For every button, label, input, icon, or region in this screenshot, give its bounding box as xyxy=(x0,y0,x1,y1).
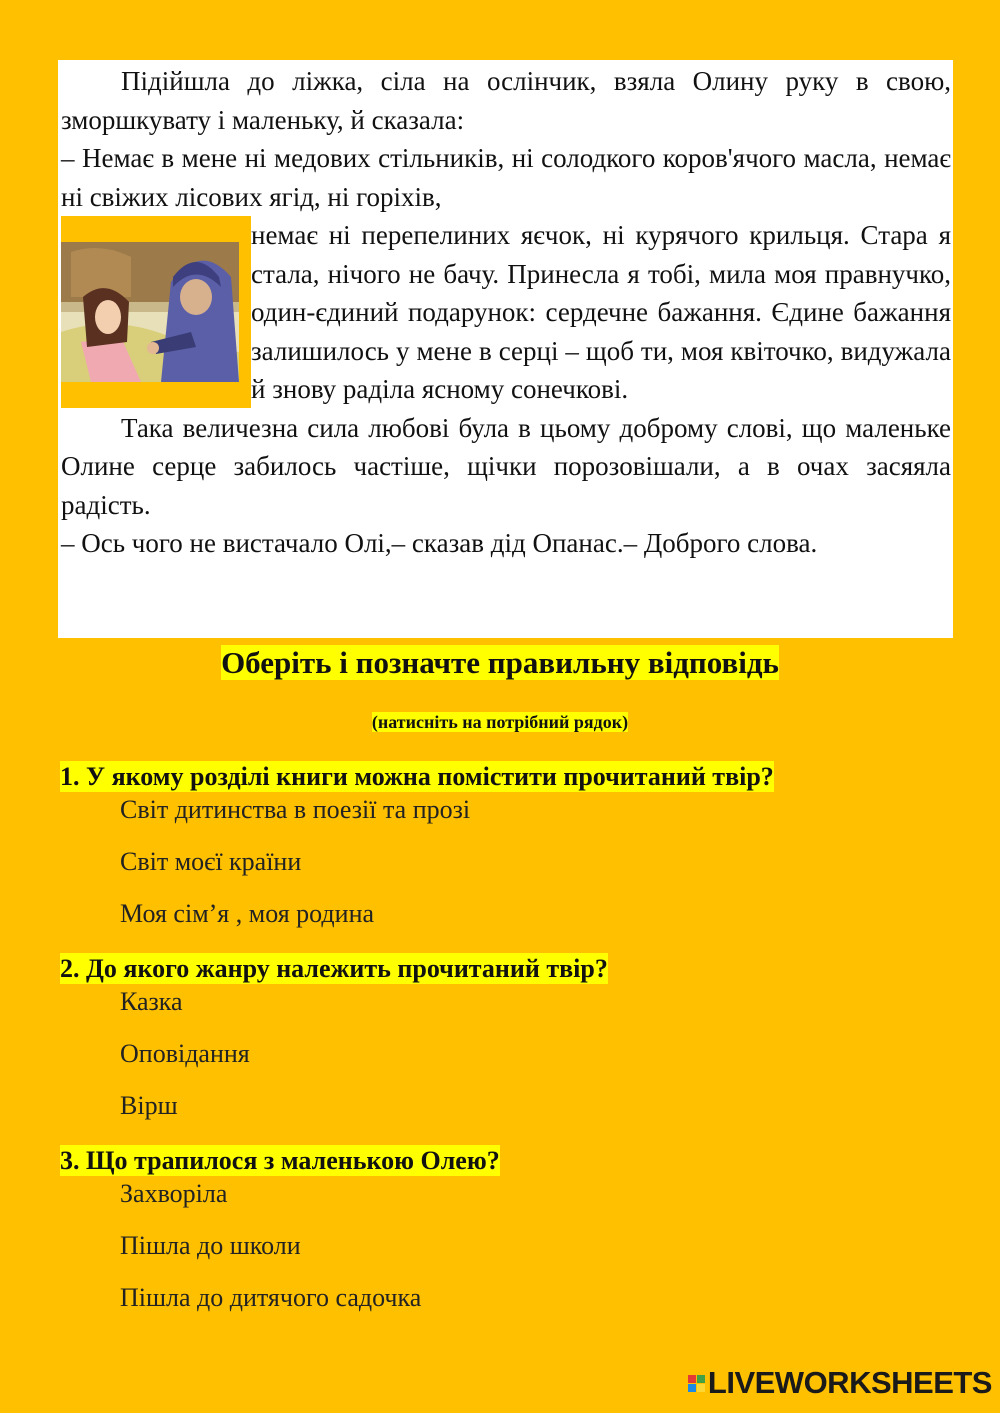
question-2-text: 2. До якого жанру належить прочитаний твір? xyxy=(60,954,608,983)
paragraph-2-end: немає ні перепелиних яєчок, ні курячого крильця. Стара я стала, нічого не бачу. Принесла я тобі, мила моя правнучко, один-єдиний подарунок: сердечне бажання. Єдине бажання залишилось у мене в серці – щоб ти, моя квіточко, видужала й знову раділа ясному сонечкові. xyxy=(251,220,951,404)
question-1-option-2[interactable]: Світ моєї країни xyxy=(120,847,302,876)
question-1-option-3[interactable]: Моя сім’я , моя родина xyxy=(120,899,375,928)
paragraph-2-start: – Немає в мене ні медових стільників, ні солодкого коров'ячого масла, немає ні свіжих лісових ягід, ні горіхів, xyxy=(61,143,951,212)
instructions-subtitle: (натисніть на потрібний рядок) xyxy=(371,712,629,732)
paragraph-3: Така величезна сила любові була в цьому доброму слові, що маленьке Олине серце забилось частіше, щічки порозовішали, а в очах засяяла радість. xyxy=(61,412,951,520)
instructions-title-wrap xyxy=(0,645,1000,681)
question-1-text: 1. У якому розділі книги можна помістити прочитаний твір? xyxy=(60,762,774,791)
story-illustration xyxy=(61,216,251,408)
question-2-option-2[interactable]: Оповідання xyxy=(120,1039,250,1068)
paragraph-1: Підійшла до ліжка, сіла на ослінчик, взяла Олину руку в свою, зморшкувату і маленьку, й сказала: xyxy=(61,66,951,135)
paragraph-4: – Ось чого не вистачало Олі,– сказав дід Опанас.– Доброго слова. xyxy=(61,528,818,558)
grandmother-girl-image xyxy=(61,242,239,382)
question-3 xyxy=(60,1146,500,1176)
liveworksheets-logo[interactable] xyxy=(688,1365,992,1401)
instructions-title: Оберіть і позначте правильну відповідь xyxy=(221,645,779,680)
question-3-option-2[interactable]: Пішла до школи xyxy=(120,1231,301,1260)
reading-passage xyxy=(58,60,953,638)
question-3-text: 3. Що трапилося з маленькою Олею? xyxy=(60,1146,500,1175)
liveworksheets-mark-icon xyxy=(688,1375,705,1392)
question-2-option-1[interactable]: Казка xyxy=(120,987,183,1016)
question-3-option-3[interactable]: Пішла до дитячого садочка xyxy=(120,1283,422,1312)
instructions-subtitle-wrap xyxy=(0,712,1000,733)
question-1 xyxy=(60,762,774,792)
question-1-option-1[interactable]: Світ дитинства в поезії та прозі xyxy=(120,795,471,824)
question-2-option-3[interactable]: Вірш xyxy=(120,1091,178,1120)
question-3-option-1[interactable]: Захворіла xyxy=(120,1179,228,1208)
logo-text: LIVEWORKSHEETS xyxy=(707,1365,992,1400)
question-2 xyxy=(60,954,608,984)
